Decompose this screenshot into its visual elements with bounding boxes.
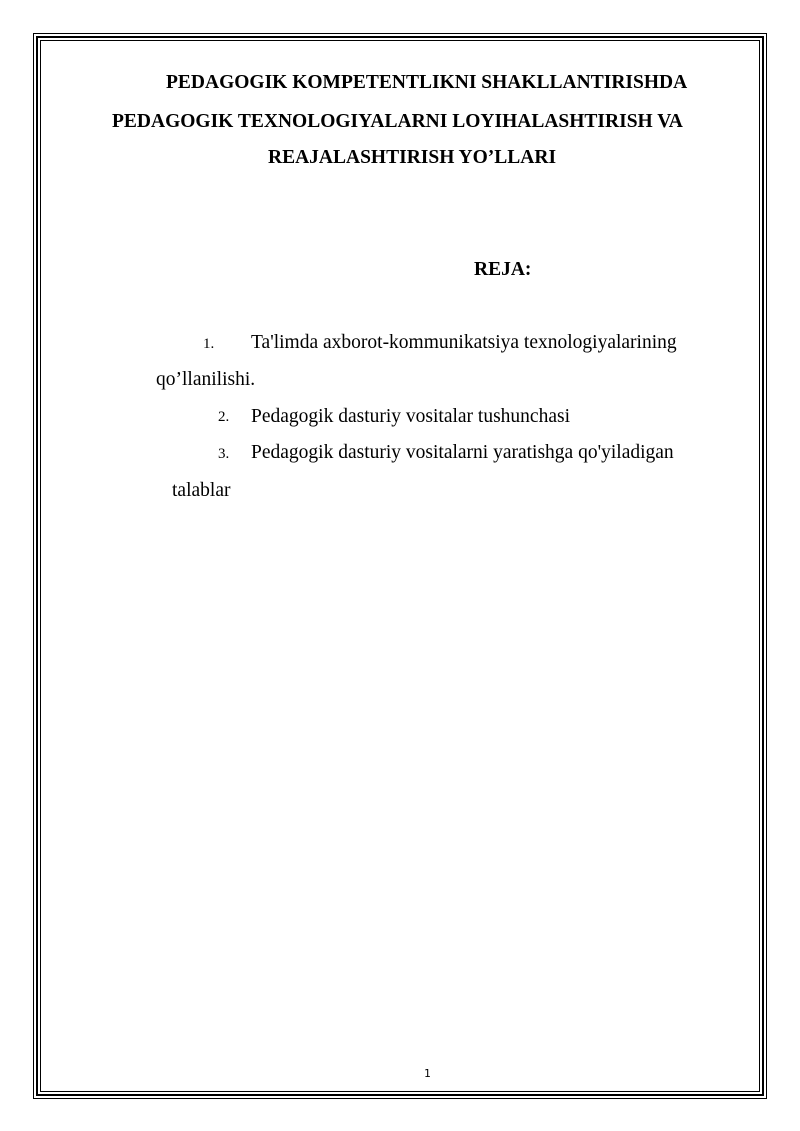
page-border-inner: [40, 40, 760, 1092]
plan-item-3-text-line-2: talablar: [172, 480, 231, 501]
plan-item-1-number: 1.: [203, 336, 215, 352]
plan-item-2-text: Pedagogik dasturiy vositalar tushunchasi: [251, 406, 570, 427]
page-number: 1: [424, 1067, 431, 1080]
plan-item-1-text-line-1: Ta'limda axborot-kommunikatsiya texnologiyalarining: [251, 332, 677, 353]
plan-item-3-number: 3.: [218, 446, 230, 462]
plan-item-2-number: 2.: [218, 409, 230, 425]
document-title-line-3: REAJALASHTIRISH YO’LLARI: [268, 147, 557, 168]
document-title-line-1: PEDAGOGIK KOMPETENTLIKNI SHAKLLANTIRISHDA: [166, 72, 688, 93]
plan-item-3-text-line-1: Pedagogik dasturiy vositalarni yaratishga qo'yiladigan: [251, 442, 674, 463]
document-title-line-2: PEDAGOGIK TEXNOLOGIYALARNI LOYIHALASHTIRISH VA: [112, 111, 683, 132]
plan-item-1-text-line-2: qo’llanilishi.: [156, 369, 256, 390]
plan-heading: REJA:: [474, 259, 532, 280]
